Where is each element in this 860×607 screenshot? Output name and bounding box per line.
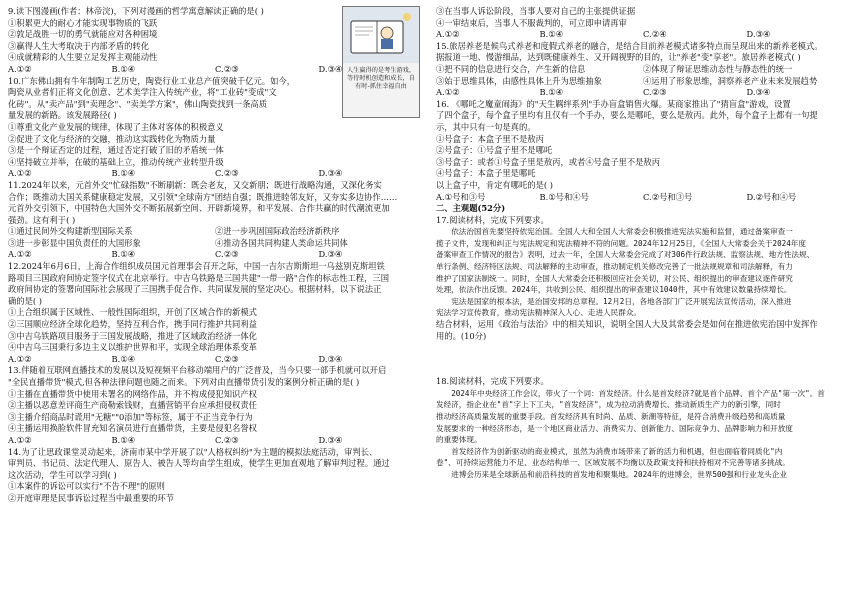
q13-option-2: ②主播以恶意差评商生产商勒索钱财，直播营销平台应承担侵权责任: [8, 400, 257, 411]
q15-choices: [436, 87, 850, 99]
q12-option-4: ④中吉乌三国秉行多边主义以维护世界和平，实现全球治理体系变革: [8, 342, 257, 353]
q13-stem-line-2: "全民直播带货"模式,但各种法律问题也随之而来。下列对由直播带货引发的案例分析正确的是( ): [8, 377, 360, 387]
q10-stem-line-4: 量发展的新路。该发展路径( ): [8, 110, 117, 121]
q13-choice-b: B.①④: [111, 434, 136, 445]
q15-stem-line-1: 15.旅居养老是候鸟式养老和度假式养老的融合，是结合目前养老模式诸多特点而呈现出来的新养老模式。: [436, 40, 823, 51]
q14-choice-c: C.②④: [643, 29, 667, 40]
question-18: [436, 376, 850, 480]
q9-choice-b: B.①④: [111, 63, 136, 74]
q12-stem-line-1: 12.2024年6月6日，上海合作组织成员国元首理事会召开之际，中国一吉尔吉斯斯坦一乌兹别克斯坦铁: [8, 261, 385, 272]
q10-stem-line-2: 陶瓷从业者们正将文化创意、艺术美学注入传统产业，将"工业砖"变成"文: [8, 87, 277, 98]
q17-material-line-8: 宪法学习宣传教育，推动宪法精神深入人心、走进人民群众。: [436, 308, 642, 318]
q18-material-line-6: 首发经济作为创新驱动的商业模式，虽然为消费市场带来了新的活力和机遇，但也面临着同质化"内: [451, 446, 783, 456]
q10-choice-c: C.②③: [215, 168, 239, 179]
q10-choice-d: D.③④: [318, 168, 343, 179]
question-16: [436, 99, 850, 203]
q14-option-1: ①本案件的诉讼可以实行"不告不理"的原则: [8, 481, 165, 492]
q9-choice-d: D.③④: [318, 63, 343, 74]
q11-options-row-2: [8, 238, 422, 250]
q16-ask: 以上盒子中，肯定有哪吒的是( ): [436, 179, 553, 190]
q9-option-1: ①积累更大的耐心才能实现事物质的飞跃: [8, 17, 158, 28]
q9-option-2: ②敦足战胜一切的勇气就能应对各种困境: [8, 29, 158, 40]
q11-choices: [8, 249, 422, 261]
q12-stem-line-3: 政府间协定的签署向国际社会展现了三国携手促合作、共同谋发展的坚定决心。根据材料，以下说法正: [8, 284, 382, 295]
q15-choice-c: C.②③: [643, 87, 667, 98]
q13-option-1: ①主播在直播带货中使用未署名的网络作品，并不构成侵犯知识产权: [8, 388, 257, 399]
q11-stem-line-1: 11.2024年以来，元首外交"忙碌指数"不断刷新：既会老友，又交新朋；既进行战略沟通，又深化务实: [8, 179, 382, 190]
q14-stem-line-2: 审判员、书记员、法定代理人、原告人、被告人等均由学生组成，使学生更加直观地了解审判过程。通过: [8, 458, 390, 469]
q10-choices: [8, 168, 422, 180]
q12-stem-line-2: 路项目三国政府间协定签字仪式在北京举行。中吉乌铁路是三国共建"一带一路"合作的标志性工程，三国: [8, 272, 389, 283]
left-column: [8, 6, 422, 505]
q16-stem-line-2: 了四个盒子，每个盒子里均有且仅有一个手办，要么是哪吒，要么是敖丙。此外，每个盒子上都有一句提: [436, 110, 818, 121]
cartoon-image: [342, 6, 420, 118]
q13-option-4: ④主播运用换脸软件冒充知名演员进行直播带货，主要是侵犯名誉权: [8, 423, 257, 434]
q16-choice-d: D.②号和④号: [746, 191, 797, 202]
question-14-continued: [436, 6, 850, 41]
q18-material-line-5: 的重要体现。: [436, 435, 482, 445]
q9-option-4: ④成就精彩的人生要立足发挥主观能动性: [8, 52, 158, 63]
q13-stem-line-1: 13.伴随着互联网直播技术的发展以及短视频平台移动端用户的广泛普及，当今只要一部手机就可以开启: [8, 365, 387, 376]
q17-material-line-5: 维护了国家法制统一。同时，全国人大常委会还积极回应社会关切，对公民、组织提出的审查建议逐件研究: [436, 273, 793, 283]
q16-box-1: ①号盒子：本盒子里不是敖丙: [436, 133, 544, 144]
q17-material-line-2: 揽子文件，发现和纠正与宪法规定和宪法精神不符的问题。2024年12月25日，《全国人大常委会关于2024年度: [436, 238, 806, 248]
q10-option-1: ①尊重文化产业发展的规律，体现了主体对客体的积极意义: [8, 121, 224, 132]
question-11: [8, 180, 422, 261]
q14-option-2: ②开庭审理是民事诉讼过程当中最重要的环节: [8, 492, 174, 503]
question-13: [8, 365, 422, 446]
q17-material-line-1: 依法治国首先要坚持依宪治国。全国人大和全国人大常委会积极推进宪法实施和监督，通过备案审查一: [451, 227, 793, 237]
q16-box-4: ④号盒子：本盒子里是哪吒: [436, 168, 536, 179]
q15-options-row-1: [436, 64, 850, 76]
q9-stem: 9.读下图漫画(作者：林帝浣)，下列对漫画的哲学寓意解读正确的是( ): [8, 6, 264, 16]
right-column: [436, 6, 850, 481]
q15-option-2: ②体现了辩证思维动态性与静态性的统一: [643, 63, 793, 74]
q13-choice-c: C.②③: [215, 434, 239, 445]
question-15: [436, 41, 850, 99]
q10-stem-line-1: 10.广东佛山拥有牛年制陶工艺历史，陶瓷行业工业总产值突破千亿元。如今，: [8, 75, 295, 86]
q9-choice-a: A.①②: [8, 63, 32, 74]
q14-choices: [436, 29, 850, 41]
q11-choice-d: D.③④: [318, 249, 343, 260]
section-heading-subjective: 二、主观题(52分): [436, 203, 506, 214]
q10-stem-line-3: 化砖"。从"卖产品"到"卖理念"、"卖美学方案"，佛山陶瓷找到一条高质: [8, 98, 268, 109]
q11-choice-a: A.①②: [8, 249, 32, 260]
q18-title: 18.阅读材料，完成下列要求。: [436, 376, 549, 387]
q16-stem-line-1: 16. 《哪吒之魔童闹海》的"天生羁绊系列"手办盲盒销售火爆。某商家推出了"猜盲盒"游戏，设置: [436, 98, 791, 109]
q15-option-3: ③始于思维具体，由感性具体上升为思维抽象: [436, 75, 602, 86]
q11-stem-line-3: 元首外交引领下，中国特色大国外交不断拓展新空间、开辟新境界，和平发展、合作共赢的时代潮流更加: [8, 203, 390, 214]
q10-option-3: ③是一个辩证否定的过程，通过否定打破了旧的矛盾统一体: [8, 145, 224, 156]
q11-option-4: ④推动各国共同构建人类命运共同体: [215, 237, 348, 248]
q16-choice-b: B.①号和④号: [539, 191, 589, 202]
q17-material-line-7: 宪法是国家的根本法，是治国安邦的总章程。12月2日，各地各部门广泛开展宪法宣传活动，深入推进: [451, 296, 792, 306]
question-17: [436, 215, 850, 343]
cartoon-caption: 人生赢得的是考生游戏，等待时机创造和成长，自有时-抓住幸福自由: [346, 67, 416, 91]
q18-material-line-7: 卷"、可持续运营能力不足、业态结构单一、区域发展不均衡以及政策支持和扶持相对不完善等诸多挑战。: [436, 458, 790, 468]
q10-choice-a: A.①②: [8, 168, 32, 179]
q16-box-2: ②号盒子：①号盒子里不是哪吒: [436, 145, 553, 156]
q16-stem-line-3: 示，其中只有一句是真的。: [436, 121, 536, 132]
q18-material-line-2: 发经济，指企业在"首"字上下工夫，"首发经济"，成为拉动消费增长、推动新质生产力的新引擎，同时: [436, 400, 781, 410]
q11-choice-b: B.①④: [111, 249, 136, 260]
q12-option-1: ①上合组织属于区域性、一般性国际组织，开创了区域合作的新模式: [8, 307, 257, 318]
q11-option-2: ②进一步巩固国际政治经济新秩序: [215, 226, 340, 237]
q10-option-4: ④坚持破立并举，在破的基础上立，推动传统产业转型升级: [8, 156, 224, 167]
q12-choice-b: B.①④: [111, 353, 136, 364]
q16-choices: [436, 192, 850, 204]
q9-choice-c: C.②③: [215, 63, 239, 74]
q15-options-row-2: [436, 76, 850, 88]
q15-option-4: ④运用了形象思维，洞察养老产业未来发展趋势: [643, 75, 818, 86]
q18-material-line-1: 2024年中央经济工作会议，带火了一个词：首发经济。什么是首发经济?就是首个品牌、首个产品"第一次"。首: [451, 388, 825, 398]
q17-requirement: 结合材料，运用《政治与法治》中的相关知识，说明全国人大及其常委会是如何在推进依宪治国中发挥作: [436, 319, 818, 330]
q14-choice-d: D.③④: [746, 29, 771, 40]
q14-choice-a: A.①②: [436, 29, 460, 40]
q12-choice-c: C.②③: [215, 353, 239, 364]
cartoon-illustration: [343, 7, 419, 63]
answer-space: [436, 342, 850, 376]
q16-choice-a: A.①号和③号: [436, 191, 486, 202]
q18-material-line-3: 推动经济高质量发展的重要手段。首发经济具有时尚、品质、新潮等特征，是符合消费升级趋势和高质量: [436, 412, 786, 421]
q15-choice-d: D.③④: [746, 87, 771, 98]
q17-requirement-2: 用的。(10分): [436, 330, 487, 341]
question-14: [8, 447, 422, 505]
q14-option-3: ③在当事人诉讼阶段，当事人要对自己的主张提供证据: [436, 6, 636, 16]
q18-material-line-8: 进博会历来是全球新品和前沿科技的首发地和聚集地。2024年的进博会，世界500强和行业龙头企业: [451, 469, 787, 479]
q11-choice-c: C.②③: [215, 249, 239, 260]
q17-title: 17.阅读材料，完成下列要求。: [436, 214, 549, 225]
q14-choice-b: B.①④: [539, 29, 564, 40]
q17-material-line-4: 单行条例、经济特区法规、司法解释的主动审查，推动制定机关修改完善了一批法规规章和司法解释，有力: [436, 262, 793, 272]
q15-choice-a: A.①②: [436, 87, 460, 98]
q12-stem-line-4: 确的是( ): [8, 295, 43, 306]
q17-material-line-3: 备案审查工作情况的报告》表明，过去一年，全国人大常委会完成了对306件行政法规、监察法规、地方性法规、: [436, 250, 815, 260]
q14-stem-line-3: 这次活动，学生可以学习到( ): [8, 469, 117, 480]
q11-option-3: ③进一步彰显中国负责任的大国形象: [8, 237, 141, 248]
q18-material: [436, 388, 850, 481]
q12-choice-a: A.①②: [8, 353, 32, 364]
q11-options-row-1: [8, 226, 422, 238]
q10-option-2: ②促进了文化与经济的交融，推动这实践转化为物质力量: [8, 133, 216, 144]
q14-option-4: ④一审结束后，当事人不服裁判的，可立即申请再审: [436, 17, 627, 28]
q14-stem-line-1: 14.为了让思政课堂灵动起来，济南市某中学开展了以"人格权纠纷"为主题的模拟法庭活动，审判长、: [8, 446, 378, 457]
q12-choices: [8, 354, 422, 366]
q11-stem-line-4: 强劲。这有利于( ): [8, 214, 76, 225]
q13-choice-d: D.③④: [318, 434, 343, 445]
q12-option-2: ②三国顺应经济全球化趋势，坚持互利合作，携手同行推护共同利益: [8, 319, 257, 330]
q13-option-3: ③主播介绍商品时谎用"无糖""0添加"等标签，属于不正当竞争行为: [8, 411, 253, 422]
q15-option-1: ①把不同的信息进行交合，产生新的信息: [436, 63, 586, 74]
q18-material-line-4: 发展要求的一种经济形态，是一个地区商业活力、消费实力、创新能力、国际竞争力、品牌影响力和开放度: [436, 423, 793, 433]
q16-box-3: ③号盒子：或者①号盒子里是敖丙，或者④号盒子里不是敖丙: [436, 156, 661, 167]
q11-stem-line-2: 合作；既推动大国关系健康稳定发展，又引领"全球南方"团结自强；既推进睦邻友好，又夯实多边协作……: [8, 191, 398, 202]
q12-option-3: ③中吉乌铁路项目服务于三国发展战略，推进了区域政治经济一体化: [8, 330, 257, 341]
question-12: [8, 261, 422, 365]
q17-material: [436, 226, 850, 319]
q15-choice-b: B.①④: [539, 87, 564, 98]
q10-choice-b: B.①④: [111, 168, 136, 179]
q13-choices: [8, 435, 422, 447]
q17-material-line-6: 处理，依法作出反馈。2024年，共收到公民、组织提出的审查建议1040件，其中有效建议数量持续增长。: [436, 285, 792, 295]
q12-choice-d: D.③④: [318, 353, 343, 364]
q16-choice-c: C.②号和③号: [643, 191, 693, 202]
q15-stem-line-2: 据报道一地、慢游细品，达到既健康养生、又开阔视野的目的，让"养老"变"享老"。旅居养老模式( ): [436, 52, 801, 63]
q9-option-3: ③赢得人生大考取决于内部矛盾的转化: [8, 40, 150, 51]
q13-choice-a: A.①②: [8, 434, 32, 445]
q11-option-1: ①通过民间外交构建新型国际关系: [8, 226, 133, 237]
